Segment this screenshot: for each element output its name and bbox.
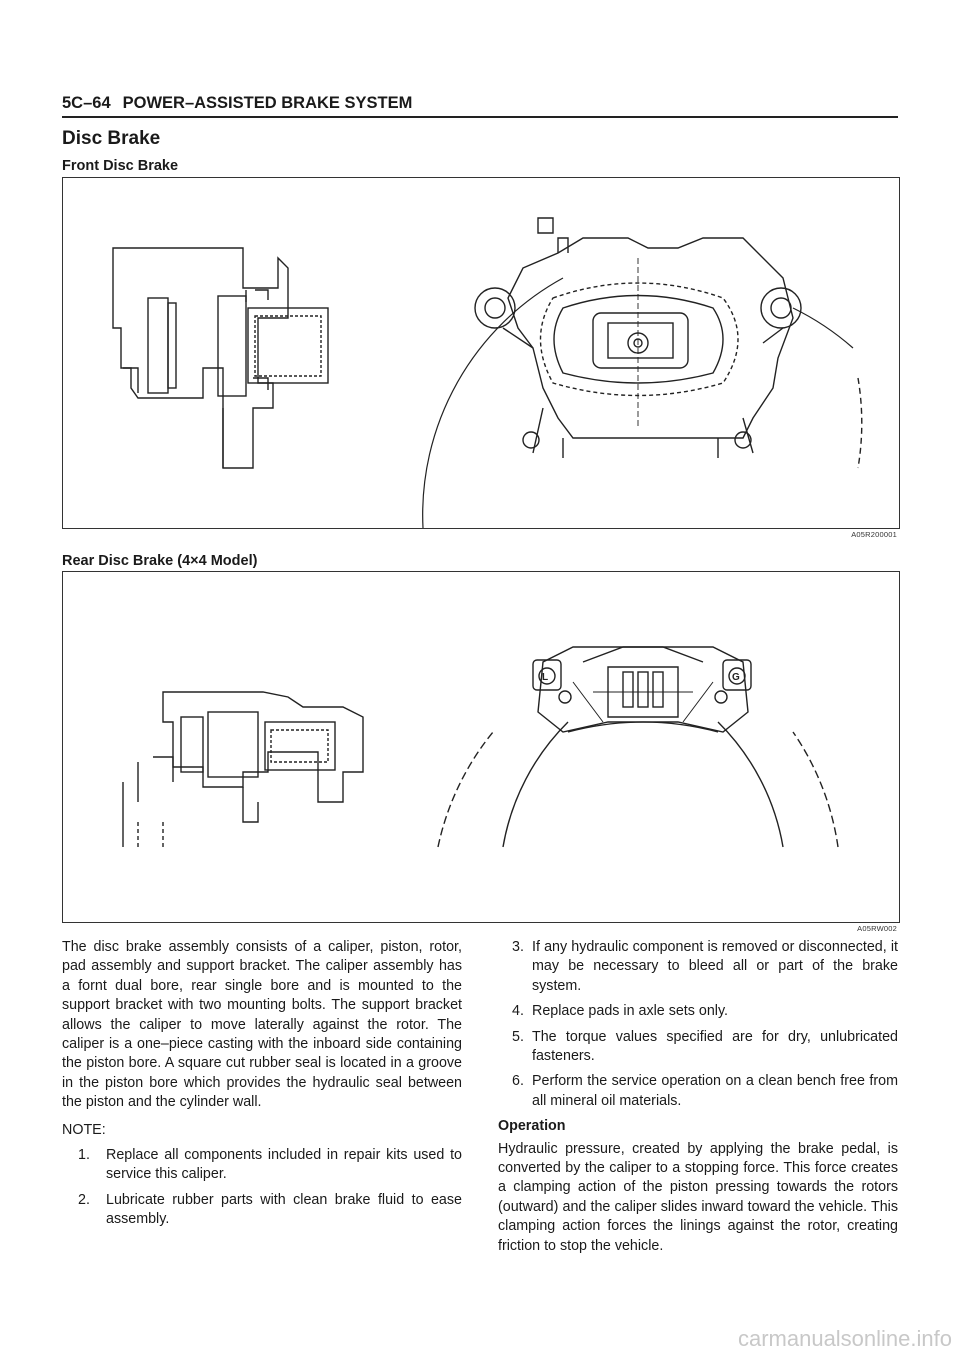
label-L: L bbox=[542, 672, 549, 683]
operation-paragraph: Hydraulic pressure, created by applying the brake pedal, is converted by the caliper to a stopping force. This force creates a clamping action of the piston pressing towards the rotors (outward) and the caliper slides inward toward the vehicle. This clamping action forces the linings against the rotor, creating friction to stop the vehicle. bbox=[498, 1140, 898, 1254]
figure-front-disc-brake bbox=[62, 177, 900, 539]
page-header bbox=[62, 94, 412, 113]
left-column bbox=[62, 938, 462, 1236]
figure-rear-disc-brake bbox=[62, 571, 900, 933]
list-item: 1. Replace all components included in repair kits used to service this caliper. bbox=[78, 1147, 462, 1183]
notes-list bbox=[72, 1146, 462, 1230]
label-G: G bbox=[732, 672, 740, 683]
notes-list-continued bbox=[498, 938, 898, 1111]
figure-code: A05RW002 bbox=[857, 924, 897, 933]
figure-code: A05R200001 bbox=[851, 530, 897, 539]
page-title: Disc Brake bbox=[62, 128, 161, 149]
front-brake-drawing bbox=[63, 178, 899, 528]
section-title: POWER–ASSISTED BRAKE SYSTEM bbox=[122, 94, 413, 112]
intro-paragraph: The disc brake assembly consists of a caliper, piston, rotor, pad assembly and support bracket. The caliper assembly has a fornt dual bore, rear single bore and is mounted to the support bracket with two mounting bolts. The support bracket allows the caliper to move laterally against the rotor. The caliper is a one–piece casting with the inboard side containing the piston bore. A square cut rubber seal is located in a groove in the piston bore which provides the hydraulic seal between the piston and the cylinder wall. bbox=[62, 939, 462, 1111]
list-item: 2. Lubricate rubber parts with clean brake fluid to ease assembly. bbox=[78, 1191, 462, 1228]
figure-caption-front: Front Disc Brake bbox=[62, 158, 179, 174]
note-label: NOTE: bbox=[62, 1121, 106, 1138]
list-item: 5. The torque values specified are for dry, unlubricated fasteners. bbox=[512, 1028, 898, 1065]
list-item: 6. Perform the service operation on a clean bench free from all mineral oil materials. bbox=[512, 1073, 898, 1109]
list-item: 4. Replace pads in axle sets only. bbox=[512, 1003, 729, 1020]
section-number: 5C–64 bbox=[62, 94, 111, 112]
list-item: 3. If any hydraulic component is removed or disconnected, it may be necessary to bleed all or part of the brake system. bbox=[512, 939, 898, 994]
operation-heading: Operation bbox=[498, 1118, 566, 1135]
rear-brake-drawing bbox=[63, 572, 899, 922]
watermark: carmanualsonline.info bbox=[737, 1326, 952, 1351]
right-column bbox=[498, 938, 898, 1264]
figure-caption-rear: Rear Disc Brake (4×4 Model) bbox=[62, 553, 258, 569]
header-rule bbox=[62, 116, 898, 118]
